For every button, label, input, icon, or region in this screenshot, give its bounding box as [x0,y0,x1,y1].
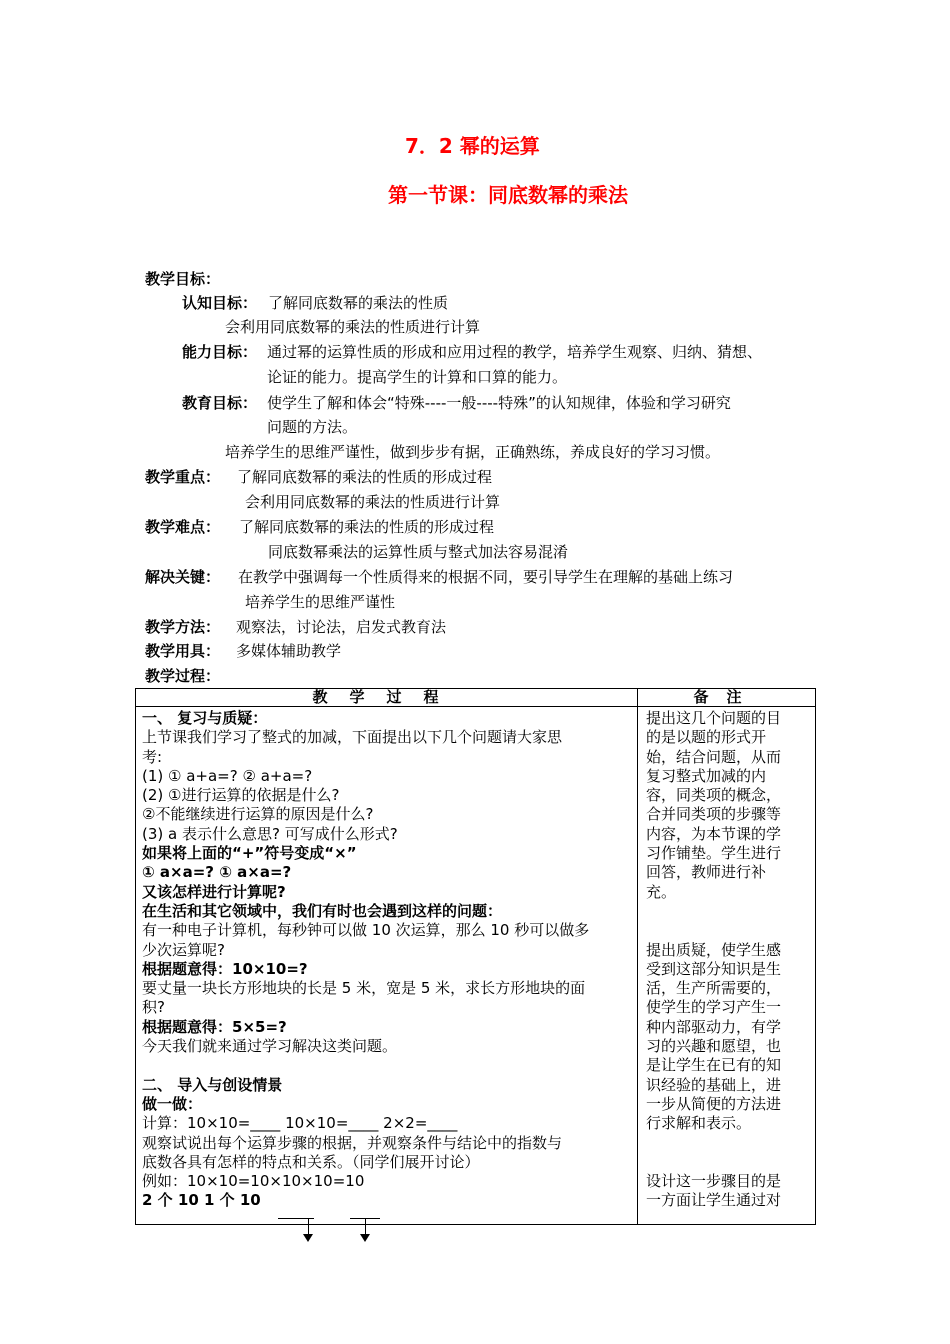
process-table [135,688,816,1225]
underline-left [278,1218,314,1219]
document-title: 7．2 幂的运算 [405,134,540,158]
note-line: 充。 [646,882,677,901]
process-line: ① a×a=? ① a×a=? [142,863,292,882]
note-line: 设计这一步骤目的是 [646,1172,782,1191]
note-line: 容，同类项的概念， [646,786,782,805]
ability-line-2: 论证的能力。提高学生的计算和口算的能力。 [267,368,568,386]
note-line: 提出质疑，使学生感 [646,940,782,959]
note-line: 种内部驱动力，有学 [646,1017,782,1036]
difficulties-line-1: 了解同底数幂的乘法的性质的形成过程 [239,518,495,536]
note-line: 一方面让学生通过对 [646,1191,782,1210]
process-line [142,1056,631,1075]
column-header-process: 教学过程 [136,689,638,707]
process-content [136,707,637,1224]
note-line: 内容，为本节课的学 [646,824,782,843]
method-label: 教学方法： [145,618,221,636]
process-line: 根据题意得：10×10=? [142,959,308,978]
method-value: 观察法，讨论法，启发式教育法 [236,618,447,636]
process-line: 做一做： [142,1094,203,1113]
education-line-3: 培养学生的思维严谨性，做到步步有据，正确熟练，养成良好的学习习惯。 [225,443,721,461]
note-line: 回答，教师进行补 [646,863,767,882]
process-line: 在生活和其它领域中，我们有时也会遇到这样的问题： [142,901,503,920]
arrow-head-right [360,1234,370,1242]
note-line: 习作铺垫。学生进行 [646,844,782,863]
process-line: 根据题意得：5×5=? [142,1017,287,1036]
difficulties-label: 教学难点： [145,518,221,536]
solution-label: 解决关键： [145,568,221,586]
process-line: 上节课我们学习了整式的加减，下面提出以下几个问题请大家思 [142,728,563,747]
process-line: 今天我们就来通过学习解决这类问题。 [142,1037,398,1056]
note-line: 使学生的学习产生一 [646,998,782,1017]
process-line: ②不能继续进行运算的原因是什么? [142,805,374,824]
cognitive-line-2: 会利用同底数幂的乘法的性质进行计算 [225,318,481,336]
process-line: 少次运算呢? [142,940,225,959]
note-line: 受到这部分知识是生 [646,959,782,978]
process-line: 要丈量一块长方形地块的长是 5 米，宽是 5 米，求长方形地块的面 [142,979,586,998]
note-line: 合并同类项的步骤等 [646,805,782,824]
process-line: 计算：10×10=____ 10×10=____ 2×2=____ [142,1114,458,1133]
arrow-head-left [303,1234,313,1242]
process-line: 有一种电子计算机，每秒钟可以做 10 次运算，那么 10 秒可以做多 [142,921,590,940]
education-line-2: 问题的方法。 [267,418,358,436]
solution-line-2: 培养学生的思维严谨性 [245,593,396,611]
process-line: (2) ①进行运算的依据是什么? [142,786,340,805]
notes-content [638,707,815,1211]
arrow-line-left [308,1218,309,1234]
note-line: 始，结合问题，从而 [646,747,782,766]
process-line: 例如：10×10=10×10×10=10 [142,1172,365,1191]
process-line: (1) ① a+a=? ② a+a=? [142,766,313,785]
process-line: (3) a 表示什么意思? 可写成什么形式? [142,824,398,843]
process-line: 二、 导入与创设情景 [142,1075,283,1094]
tools-label: 教学用具： [145,642,221,660]
column-header-notes: 备注 [638,689,816,707]
note-line: 是让学生在已有的知 [646,1056,782,1075]
education-label: 教育目标： [182,394,258,412]
note-line: 行求解和表示。 [646,1114,752,1133]
ability-label: 能力目标： [182,343,258,361]
process-line: 2 个 10 1 个 10 [142,1191,261,1210]
arrow-line-right [365,1218,366,1234]
note-line: 识经验的基础上，进 [646,1075,782,1094]
note-line: 的是以题的形式开 [646,728,767,747]
ability-line-1: 通过幂的运算性质的形成和应用过程的教学，培养学生观察、归纳、猜想、 [267,343,763,361]
cognitive-label: 认知目标： [182,294,258,312]
process-line: 如果将上面的“+”符号变成“×” [142,844,357,863]
note-line: 习的兴趣和愿望，也 [646,1037,782,1056]
lesson-subtitle: 第一节课：同底数幂的乘法 [388,183,628,207]
note-line: 复习整式加减的内 [646,766,767,785]
tools-value: 多媒体辅助教学 [236,642,342,660]
objectives-heading: 教学目标： [145,270,221,288]
note-line [646,1134,809,1153]
key-points-line-1: 了解同底数幂的乘法的性质的形成过程 [237,468,493,486]
process-line: 又该怎样进行计算呢? [142,882,286,901]
note-line: 活，生产所需要的， [646,979,782,998]
note-line: 提出这几个问题的目 [646,709,782,727]
solution-line-1: 在教学中强调每一个性质得来的根据不同，要引导学生在理解的基础上练习 [238,568,734,586]
process-heading: 教学过程： [145,667,221,685]
key-points-line-2: 会利用同底数幂的乘法的性质进行计算 [245,493,501,511]
process-line: 观察试说出每个运算步骤的根据，并观察条件与结论中的指数与 [142,1133,563,1152]
difficulties-line-2: 同底数幂乘法的运算性质与整式加法容易混淆 [268,543,569,561]
note-line [646,1153,809,1172]
process-line: 底数各具有怎样的特点和关系。（同学们展开讨论） [142,1152,480,1171]
note-line [646,921,809,940]
process-line: 一、 复习与质疑： [142,709,268,727]
key-points-label: 教学重点： [145,468,221,486]
process-line: 考: [142,747,163,766]
underline-right [350,1218,380,1219]
note-line: 一步从简便的方法进 [646,1094,782,1113]
process-line: 积? [142,998,165,1017]
note-line [646,902,809,921]
cognitive-line-1: 了解同底数幂的乘法的性质 [268,294,449,312]
education-line-1: 使学生了解和体会“特殊----一般----特殊”的认知规律，体验和学习研究 [267,394,731,412]
